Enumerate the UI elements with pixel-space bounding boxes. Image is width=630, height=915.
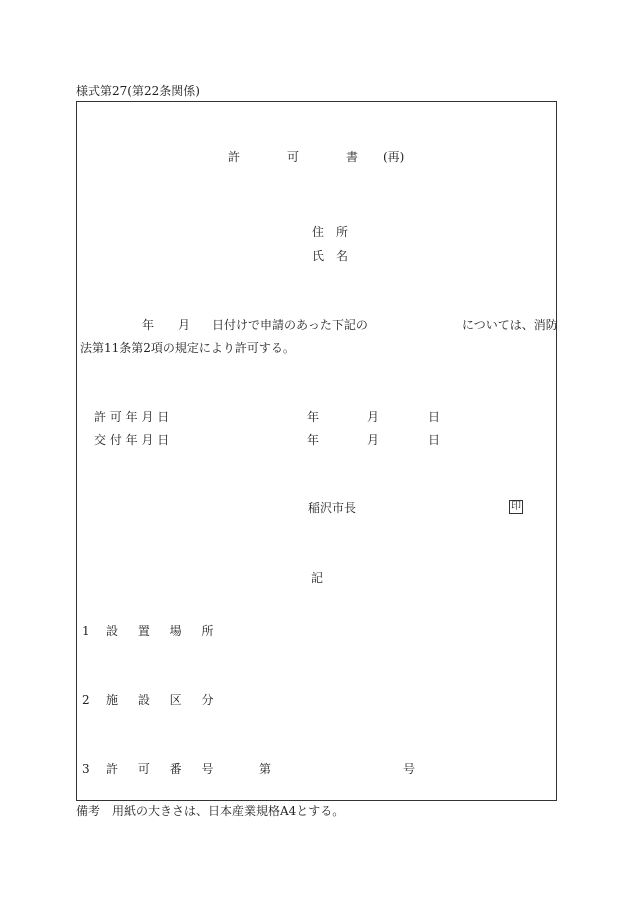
form-reference: 様式第27(第22条関係): [76, 84, 200, 98]
permit-date-year: 年: [307, 410, 320, 424]
issuer-mayor: 稲沢市長: [308, 501, 357, 515]
issue-date-year: 年: [307, 433, 320, 447]
permit-number-go: 号: [403, 762, 416, 776]
body-day-text: 日付けで申請のあった下記の: [212, 318, 368, 332]
body-line-2: 法第11条第2項の規定により許可する。: [80, 341, 295, 355]
title-char-1: 許: [228, 150, 241, 164]
seal-box: 印: [511, 501, 521, 512]
item-2-number: 2: [82, 693, 90, 707]
remarks: 備考 用紙の大きさは、日本産業規格A4とする。: [76, 804, 345, 818]
permit-date-month: 月: [367, 410, 380, 424]
permit-number-dai: 第: [259, 762, 272, 776]
title-reissue: (再): [383, 150, 405, 164]
permit-date-day: 日: [428, 410, 441, 424]
body-regarding: については、消防: [462, 318, 558, 332]
item-1-label: 設 置 場 所: [106, 624, 222, 638]
item-2-label: 施 設 区 分: [106, 693, 222, 707]
item-1-number: 1: [82, 624, 90, 638]
body-year: 年: [142, 318, 155, 332]
issue-date-month: 月: [367, 433, 380, 447]
item-3-label: 許 可 番 号: [106, 762, 222, 776]
ki-heading: 記: [311, 571, 324, 585]
title-char-3: 書: [346, 150, 359, 164]
issue-date-label: 交 付 年 月 日: [94, 433, 170, 447]
name-label: 氏 名: [312, 249, 349, 263]
item-3-number: 3: [82, 762, 90, 776]
permit-date-label: 許 可 年 月 日: [94, 410, 170, 424]
issue-date-day: 日: [428, 433, 441, 447]
address-label: 住 所: [312, 225, 349, 239]
title-char-2: 可: [287, 150, 300, 164]
body-month: 月: [178, 318, 191, 332]
